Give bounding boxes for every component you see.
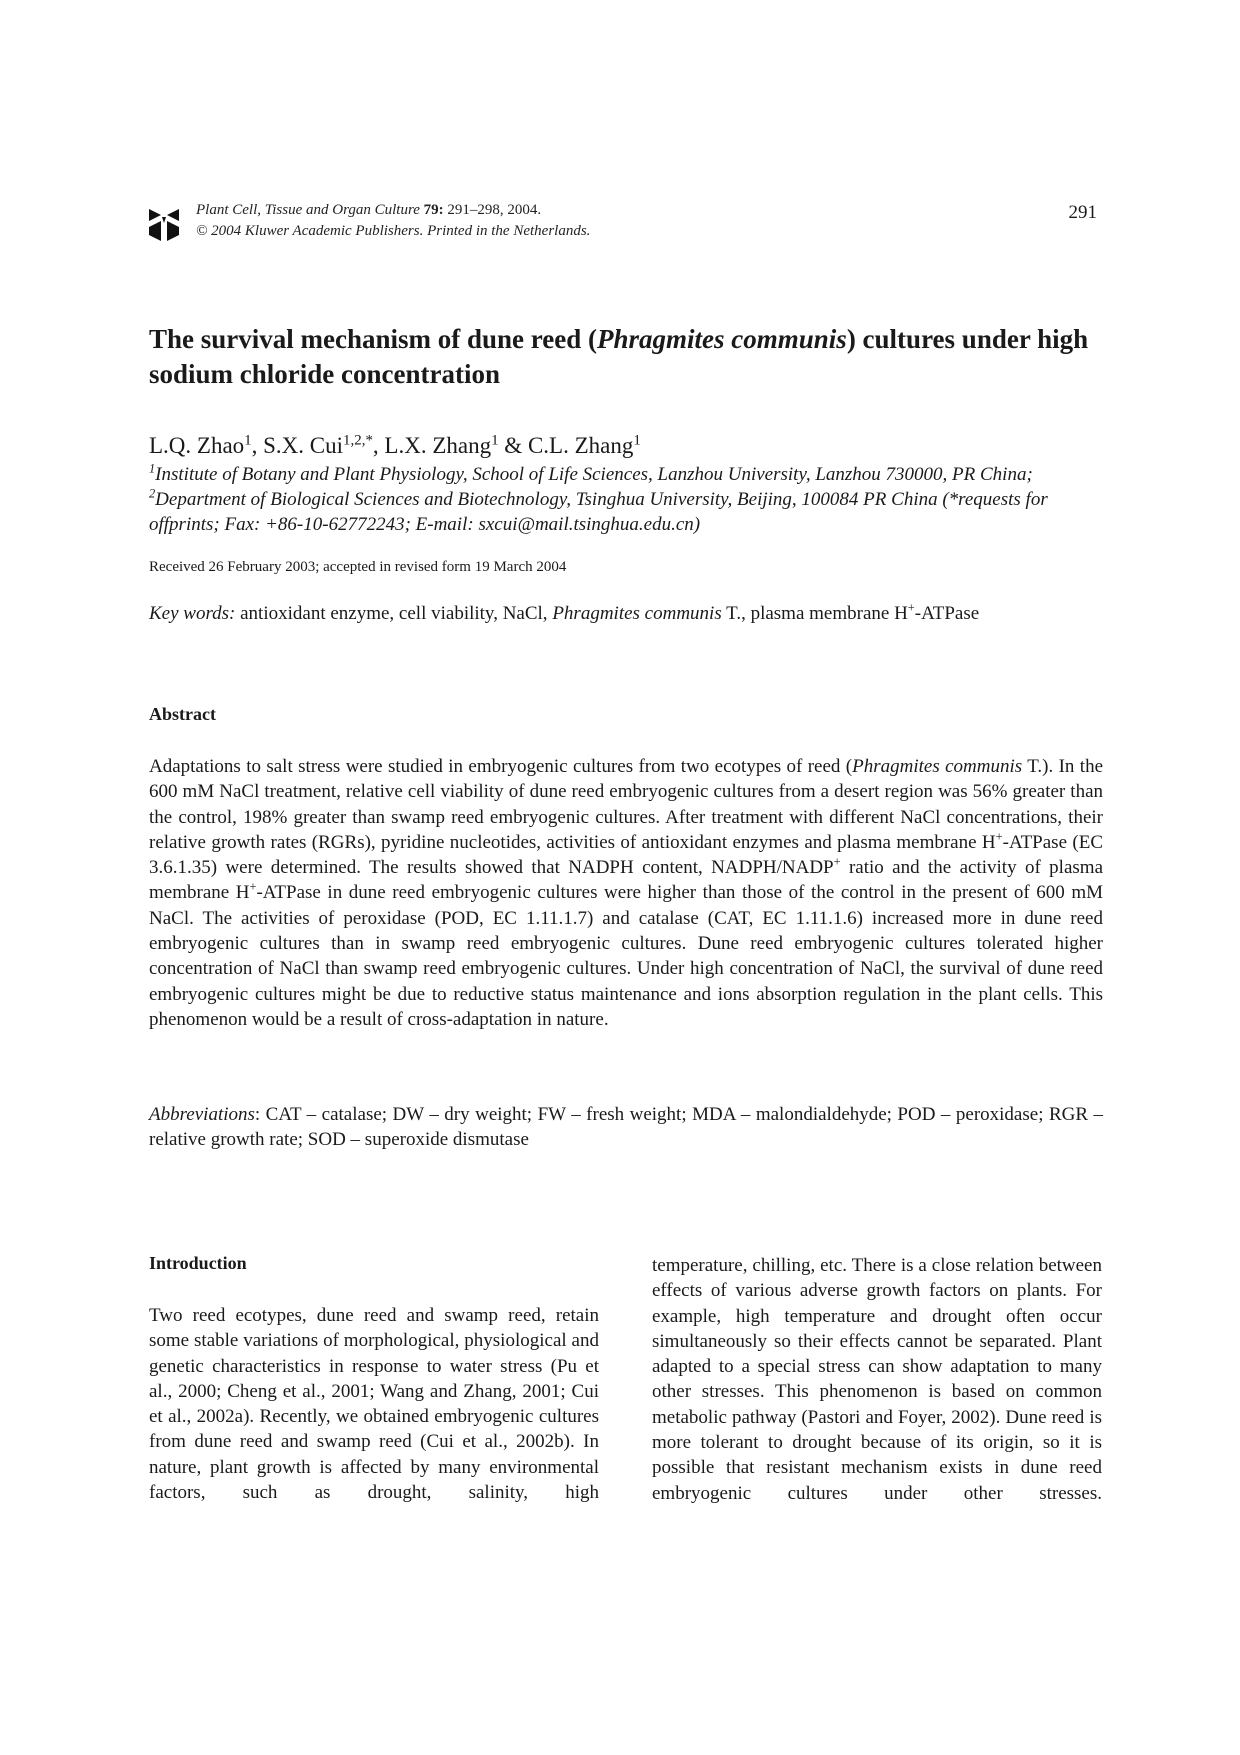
journal-citation <box>196 200 590 221</box>
author-name: S.X. Cui <box>263 433 344 458</box>
keywords-text: -ATPase <box>914 603 980 624</box>
introduction-heading: Introduction <box>149 1253 247 1273</box>
author-name: L.X. Zhang <box>384 433 492 458</box>
abstract-text: Adaptations to salt stress were studied in embryogenic cultures from two ecotypes of reed ( <box>149 756 853 777</box>
abstract-species: Phragmites communis <box>852 756 1023 777</box>
abstract-text: T.). In the 600 mM NaCl treatment, relative cell viability of dune reed embryogenic cultures from a desert region was 56% greater than the control, 198% greater than swamp reed embryogenic cultures. After treatment with different NaCl concentrations, their relative growth rates (RGRs), pyridine nucleotides, activities of antioxidant enzymes and plasma membrane H <box>149 756 1103 853</box>
corresponding-author-mark: * <box>365 432 373 449</box>
affiliations <box>149 462 1109 537</box>
abstract-body <box>149 754 1103 1032</box>
page-number: 291 <box>1068 202 1097 223</box>
keywords-sup: + <box>907 600 915 615</box>
abstract-sup: + <box>833 854 841 869</box>
author-affil-sup: 1 <box>633 432 641 449</box>
author-separator: , <box>372 433 385 458</box>
introduction-left-column: Two reed ecotypes, dune reed and swamp reed, retain some stable variations of morphological, physiological and genetic characteristics in response to water stress (Pu et al., 2000; Cheng et al., 2001; Wang and Zhang, 2001; Cui et al., 2002a). Recently, we obtained embryogenic cultures from dune reed and swamp reed (Cui et al., 2002b). In nature, plant growth is affected by many environmental factors, such as drought, salinity, high <box>149 1305 599 1504</box>
introduction-right-column: temperature, chilling, etc. There is a close relation between effects of various adverse growth factors on plants. For example, high temperature and drought often occur simultaneously so their effects cannot be separated. Plant adapted to a special stress can show adaptation to many other stresses. This phenomenon is based on common metabolic pathway (Pastori and Foyer, 2002). Dune reed is more tolerant to drought because of its origin, so it is possible that resistant mechanism exists in dune reed embryogenic cultures under other stresses. <box>652 1255 1102 1504</box>
copyright-line: © 2004 Kluwer Academic Publishers. Printed in the Netherlands. <box>196 223 591 239</box>
keywords-species: Phragmites communis <box>552 603 722 624</box>
author-affil-sup: 1 <box>491 432 499 449</box>
author-name: L.Q. Zhao <box>149 433 245 458</box>
keywords <box>149 601 1109 626</box>
journal-volume: 79: <box>423 202 444 218</box>
abstract-sup: + <box>249 880 257 895</box>
author-name: C.L. Zhang <box>527 433 634 458</box>
title-text-1: The survival mechanism of dune reed ( <box>149 324 598 354</box>
author-affil-sup-text: 1,2, <box>343 432 366 449</box>
affil-text: Department of Biological Sciences and Biotechnology, Tsinghua University, Beijing, 100084 PR China (*requests for offprints; Fax: +86-10-62772243; E-mail: sxcui@mail.tsinghua.edu.cn) <box>149 489 1048 535</box>
author-affil-sup <box>343 432 373 448</box>
abstract-heading: Abstract <box>149 704 216 724</box>
paper-title <box>149 322 1099 392</box>
affil-sup: 1 <box>149 461 156 476</box>
abbreviations-label: Abbreviations <box>149 1104 255 1125</box>
abbreviations-text: : CAT – catalase; DW – dry weight; FW – fresh weight; MDA – malondialdehyde; POD – peroxidase; RGR – relative growth rate; SOD – superoxide dismutase <box>149 1104 1103 1150</box>
affil-sup: 2 <box>149 486 156 501</box>
author-separator: , <box>251 433 264 458</box>
received-dates: Received 26 February 2003; accepted in revised form 19 March 2004 <box>149 559 567 575</box>
author-list <box>149 433 641 459</box>
journal-header <box>196 200 590 242</box>
abstract-text: ratio and the activity of plasma membrane H <box>149 857 1104 904</box>
abbreviations <box>149 1102 1103 1152</box>
affil-text: Institute of Botany and Plant Physiology, School of Life Sciences, Lanzhou University, Lanzhou 730000, PR China; <box>155 464 1033 485</box>
author-separator: & <box>498 433 528 458</box>
publisher-logo-icon <box>147 207 181 243</box>
keywords-label: Key words: <box>149 603 236 624</box>
abstract-text: -ATPase in dune reed embryogenic cultures were higher than those of the control in the present of 600 mM NaCl. The activities of peroxidase (POD, EC 1.11.1.7) and catalase (CAT, EC 1.11.1.6) increased more in dune reed embryogenic cultures than in swamp reed embryogenic cultures. Dune reed embryogenic cultures tolerated higher concentration of NaCl than swamp reed embryogenic cultures. Under high concentration of NaCl, the survival of dune reed embryogenic cultures might be due to reductive status maintenance and ions absorption regulation in the plant cells. This phenomenon would be a result of cross-adaptation in nature. <box>149 882 1103 1030</box>
abstract-text: -ATPase (EC 3.6.1.35) were determined. The results showed that NADPH content, NADPH/NADP <box>149 831 1103 879</box>
keywords-text: T., plasma membrane H <box>721 603 908 624</box>
abstract-sup: + <box>995 829 1003 844</box>
title-text-2: ) cultures under high sodium chloride concentration <box>149 324 1089 389</box>
title-species: Phragmites communis <box>597 324 847 354</box>
journal-pages-year: 291–298, 2004. <box>447 202 542 218</box>
author-affil-sup: 1 <box>244 432 252 449</box>
keywords-text: antioxidant enzyme, cell viability, NaCl, <box>235 603 553 624</box>
journal-name: Plant Cell, Tissue and Organ Culture <box>196 202 420 218</box>
